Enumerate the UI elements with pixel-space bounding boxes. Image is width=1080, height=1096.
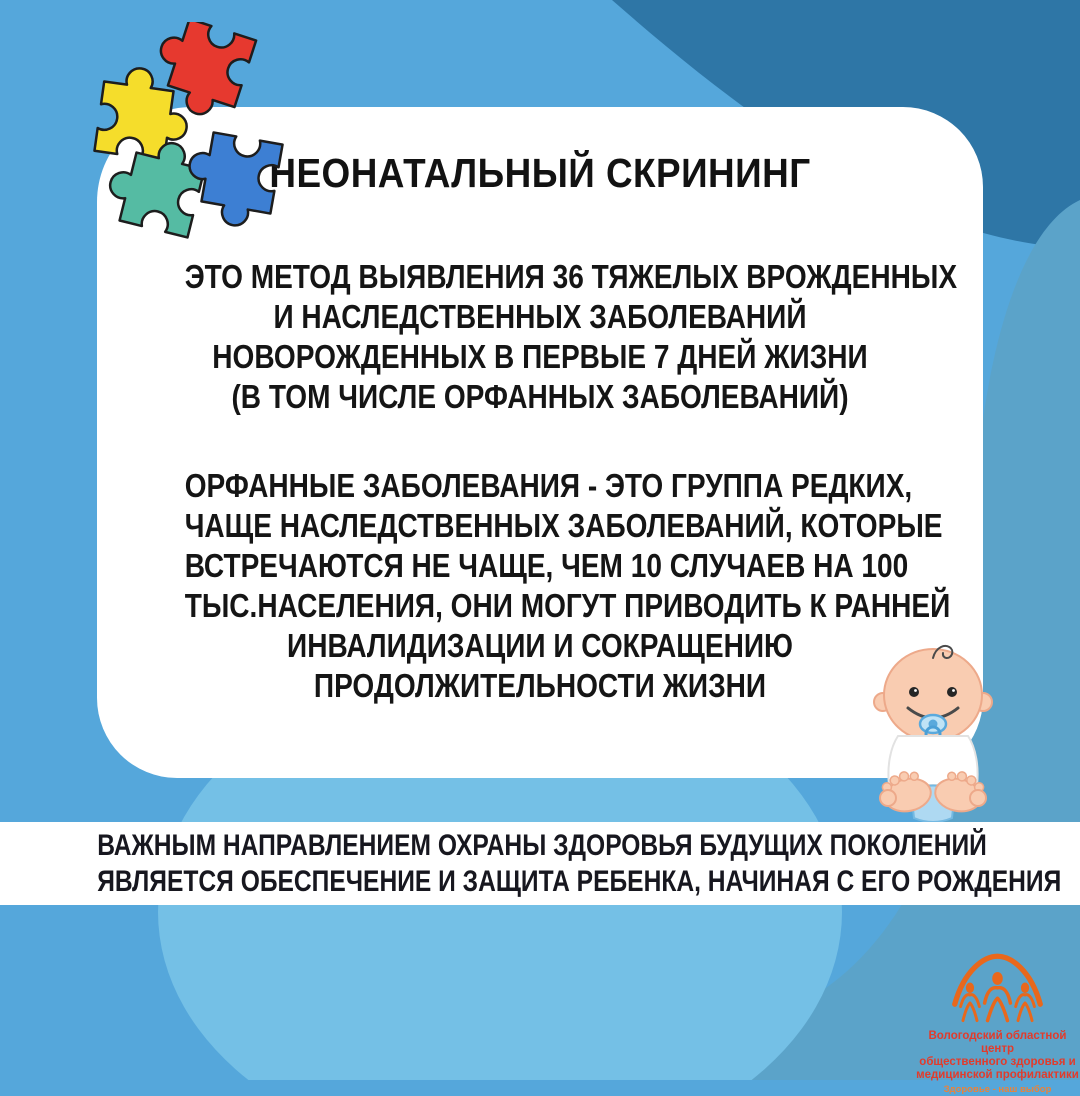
band-text-line: ВАЖНЫМ НАПРАВЛЕНИЕМ ОХРАНЫ ЗДОРОВЬЯ БУДУЩИХ ПОКОЛЕНИЙ [97, 829, 987, 862]
logo-org-line: медицинской профилактики [916, 1069, 1079, 1081]
baby-eye [909, 687, 919, 697]
text-line: ЧАЩЕ НАСЛЕДСТВЕННЫХ ЗАБОЛЕВАНИЙ, КОТОРЫЕ [184, 507, 943, 544]
text-line: ТЫС.НАСЕЛЕНИЯ, ОНИ МОГУТ ПРИВОДИТЬ К РАННЕЙ [184, 587, 951, 624]
logo-org-line: общественного здоровья и [919, 1056, 1076, 1068]
text-line: ИНВАЛИДИЗАЦИИ И СОКРАЩЕНИЮ [287, 627, 793, 664]
text-line: НОВОРОЖДЕННЫХ В ПЕРВЫЕ 7 ДНЕЙ ЖИЗНИ [212, 338, 868, 375]
text-line: ПРОДОЛЖИТЕЛЬНОСТИ ЖИЗНИ [313, 667, 767, 704]
logo-figure-head [966, 983, 974, 994]
band-text-line: ЯВЛЯЕТСЯ ОБЕСПЕЧЕНИЕ И ЗАЩИТА РЕБЕНКА, НАЧИНАЯ С ЕГО РОЖДЕНИЯ [97, 865, 1062, 898]
baby-with-pacifier-illustration [858, 632, 1008, 832]
text-line: ВСТРЕЧАЮТСЯ НЕ ЧАЩЕ, ЧЕМ 10 СЛУЧАЕВ НА 100 [184, 547, 909, 584]
paragraph-1 [122, 257, 958, 417]
paragraph-2 [122, 466, 958, 706]
logo-org-line: Вологодский областной центр [928, 1030, 1067, 1055]
bottom-band [0, 822, 1080, 905]
three-figures-under-arc-icon [915, 948, 1080, 1030]
page-title: НЕОНАТАЛЬНЫЙ СКРИНИНГ [269, 150, 811, 196]
logo-org-name [915, 1030, 1080, 1082]
text-line: ОРФАННЫЕ ЗАБОЛЕВАНИЯ - ЭТО ГРУППА РЕДКИХ, [184, 467, 913, 504]
baby-eye [947, 687, 957, 697]
baby-hand [970, 790, 986, 806]
puzzle-pieces-icon [85, 22, 335, 257]
text-line: ЭТО МЕТОД ВЫЯВЛЕНИЯ 36 ТЯЖЕЛЫХ ВРОЖДЕННЫХ [184, 258, 958, 295]
org-logo [915, 948, 1080, 1095]
text-line: И НАСЛЕДСТВЕННЫХ ЗАБОЛЕВАНИЙ [273, 298, 807, 335]
logo-figure-head [1021, 983, 1029, 994]
logo-figure-head [992, 972, 1003, 985]
text-line: (В ТОМ ЧИСЛЕ ОРФАННЫХ ЗАБОЛЕВАНИЙ) [231, 378, 849, 415]
logo-tagline: Здоровье - наш выбор [943, 1084, 1052, 1095]
baby-hand [880, 790, 896, 806]
